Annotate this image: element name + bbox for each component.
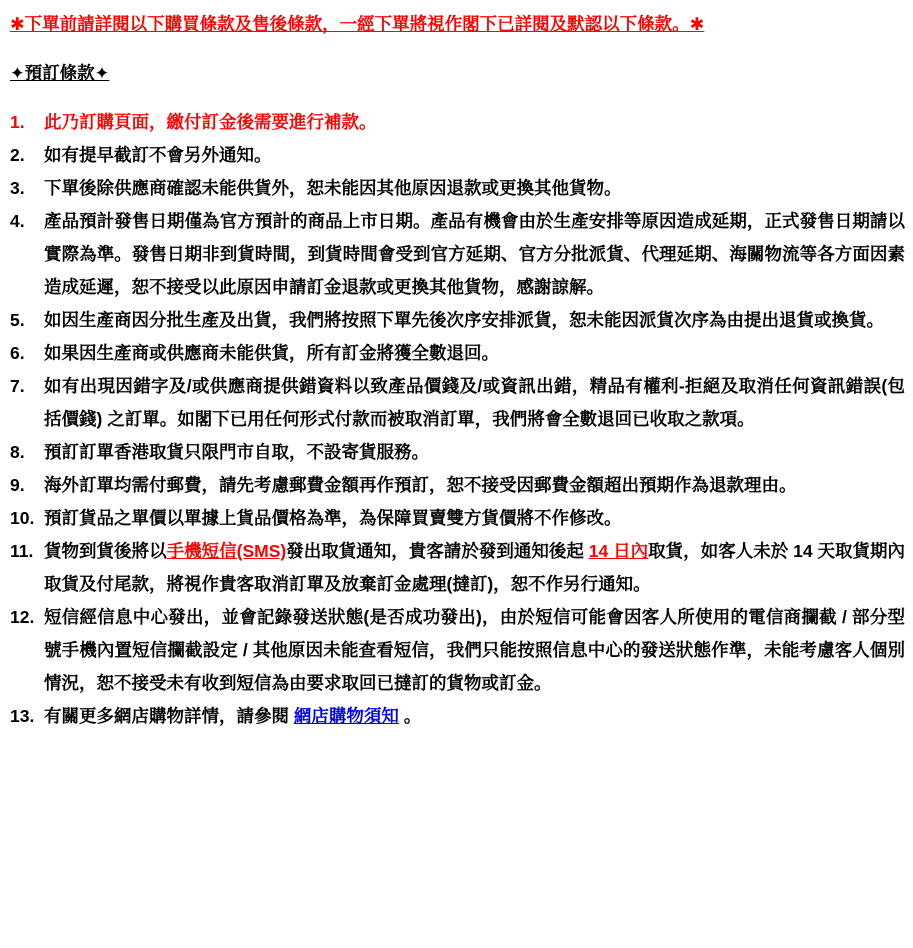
term-number: 11.	[10, 541, 34, 561]
term-text-segment: 如有提早截訂不會另外通知。	[44, 145, 272, 165]
term-number: 1.	[10, 112, 25, 132]
term-number: 5.	[10, 310, 25, 330]
term-text	[44, 337, 905, 370]
term-number: 13.	[10, 706, 35, 726]
term-text	[44, 502, 905, 535]
term-number: 3.	[10, 178, 25, 198]
term-item	[10, 700, 905, 733]
term-text	[44, 139, 905, 172]
term-text-segment: 產品預計發售日期僅為官方預計的商品上市日期。產品有機會由於生產安排等原因造成延期，正式發售日期請以實際為準。發售日期非到貨時間，到貨時間會受到官方延期、官方分批派貨、代理延期、海關物流等各方面因素造成延遲，恕不接受以此原因申請訂金退款或更換其他貨物，感謝諒解。	[44, 211, 905, 297]
terms-header: ✱下單前請詳閱以下購買條款及售後條款，一經下單將視作閣下已詳閱及默認以下條款。✱	[10, 14, 705, 34]
term-text	[44, 535, 905, 601]
term-text-segment: 預訂訂單香港取貨只限門市自取，不設寄貨服務。	[44, 442, 429, 462]
term-number: 6.	[10, 343, 25, 363]
term-text-segment: 發出取貨通知，貴客請於發到通知後起	[286, 541, 589, 561]
term-text-segment: 如有出現因錯字及/或供應商提供錯資料以致產品價錢及/或資訊出錯，精品有權利-拒絕及取消任何資訊錯誤(包括價錢) 之訂單。如閣下已用任何形式付款而被取消訂單，我們將會全數退回已收取之款項。	[44, 376, 905, 429]
term-number: 9.	[10, 475, 25, 495]
term-text-segment: 短信經信息中心發出，並會記錄發送狀態(是否成功發出)，由於短信可能會因客人所使用的電信商攔截 / 部分型號手機內置短信攔截設定 / 其他原因未能查看短信，我們只能按照信息中心的發送狀態作準，未能考慮客人個別情況，恕不接受未有收到短信為由要求取回已撻訂的貨物或訂金。	[44, 607, 905, 693]
term-number: 8.	[10, 442, 25, 462]
term-text-segment: 有關更多網店購物詳情，請參閱	[44, 706, 294, 726]
term-text	[44, 436, 905, 469]
term-item	[10, 139, 905, 172]
term-item	[10, 601, 905, 700]
term-number: 2.	[10, 145, 25, 165]
term-item	[10, 502, 905, 535]
terms-list	[10, 106, 905, 733]
term-text-segment: 如因生產商因分批生產及出貨，我們將按照下單先後次序安排派貨，恕未能因派貨次序為由提出退貨或換貨。	[44, 310, 884, 330]
term-text	[44, 106, 905, 139]
term-text-segment: 貨物到貨後將以	[44, 541, 167, 561]
term-item	[10, 205, 905, 304]
term-text-segment: 此乃訂購頁面，繳付訂金後需要進行補款。	[44, 112, 377, 132]
term-text-segment: 如果因生產商或供應商未能供貨，所有訂金將獲全數退回。	[44, 343, 499, 363]
term-text	[44, 172, 905, 205]
term-text-highlight: 手機短信(SMS)	[166, 541, 287, 561]
term-number: 4.	[10, 211, 25, 231]
term-text	[44, 370, 905, 436]
term-item	[10, 535, 905, 601]
term-number: 7.	[10, 376, 25, 396]
term-number: 10.	[10, 508, 35, 528]
term-item	[10, 304, 905, 337]
term-text	[44, 304, 905, 337]
term-text	[44, 469, 905, 502]
term-number: 12.	[10, 607, 35, 627]
term-text	[44, 205, 905, 304]
term-item	[10, 106, 905, 139]
section-title-preorder-terms: ✦預訂條款✦	[10, 63, 110, 83]
term-text-segment: 預訂貨品之單價以單據上貨品價格為準，為保障買賣雙方貨價將不作修改。	[44, 508, 622, 528]
term-item	[10, 436, 905, 469]
term-item	[10, 337, 905, 370]
term-text	[44, 700, 905, 733]
term-item	[10, 469, 905, 502]
term-text	[44, 601, 905, 700]
term-item	[10, 370, 905, 436]
term-text-highlight: 14 日內	[588, 541, 649, 561]
term-text-segment: 下單後除供應商確認未能供貨外，恕未能因其他原因退款或更換其他貨物。	[44, 178, 622, 198]
term-text-segment: 海外訂單均需付郵費，請先考慮郵費金額再作預訂，恕不接受因郵費金額超出預期作為退款理由。	[44, 475, 797, 495]
store-shopping-notes-link[interactable]: 網店購物須知	[293, 706, 399, 726]
term-text-segment: 。	[398, 706, 422, 726]
term-text-segment: 取貨，如客人未於 14 天取貨期內取貨及付尾款，將視作貴客取消訂單及放棄訂金處理(撻訂)，恕不作另行通知。	[44, 541, 905, 594]
term-item	[10, 172, 905, 205]
